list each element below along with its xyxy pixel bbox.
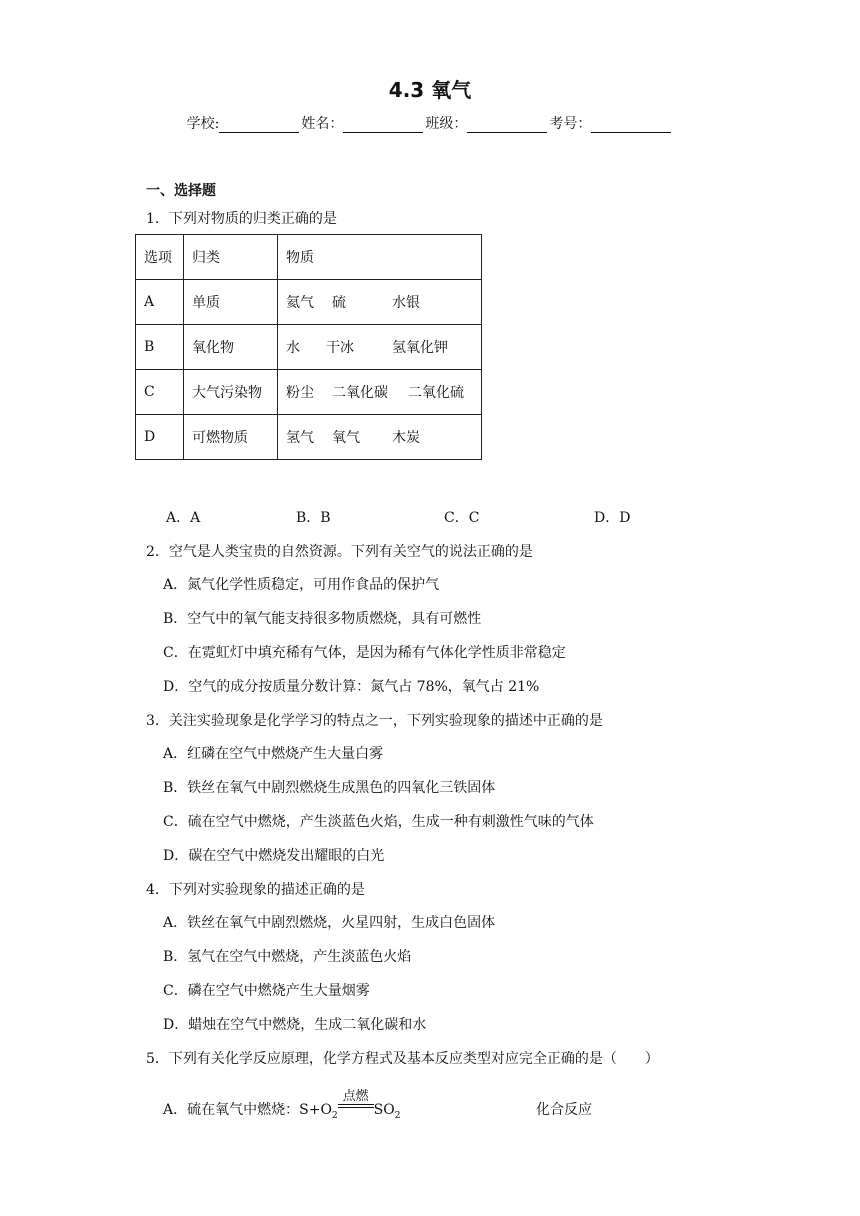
q1-option-c[interactable]: C．C — [444, 510, 480, 526]
substance: 硫 — [332, 295, 346, 311]
table-cell-category: 可燃物质 — [184, 415, 278, 460]
school-label: 学校: — [186, 116, 220, 132]
q5-stem: 5．下列有关化学反应原理，化学方程式及基本反应类型对应完全正确的是（ ） — [146, 1051, 659, 1067]
q5-option-a[interactable] — [163, 1089, 401, 1121]
q3-option-a[interactable]: A．红磷在空气中燃烧产生大量白雾 — [163, 746, 384, 762]
subscript: 2 — [394, 1110, 401, 1121]
q4-option-c[interactable]: C．磷在空气中燃烧产生大量烟雾 — [163, 983, 370, 999]
school-blank[interactable] — [219, 118, 299, 133]
substance: 粉尘 — [286, 385, 314, 401]
substance: 水 — [286, 340, 300, 356]
table-cell-option: C — [136, 370, 184, 415]
q1-option-b[interactable]: B．B — [296, 510, 331, 526]
q3-option-c[interactable]: C．硫在空气中燃烧，产生淡蓝色火焰，生成一种有刺激性气味的气体 — [163, 814, 594, 830]
q5-option-a-reaction-type: 化合反应 — [536, 1102, 592, 1118]
q4-stem: 4．下列对实验现象的描述正确的是 — [146, 882, 365, 898]
q2-stem: 2．空气是人类宝贵的自然资源。下列有关空气的说法正确的是 — [146, 544, 533, 560]
substance: 木炭 — [392, 430, 420, 446]
table-header-cell: 归类 — [184, 235, 278, 280]
table-header-cell: 选项 — [136, 235, 184, 280]
table-header-cell: 物质 — [278, 235, 482, 280]
table-row — [136, 370, 482, 415]
substance: 氢氧化钾 — [392, 340, 448, 356]
substance: 二氧化碳 — [332, 385, 388, 401]
table-cell-substances — [278, 415, 482, 460]
q4-option-b[interactable]: B．氢气在空气中燃烧，产生淡蓝色火焰 — [163, 949, 412, 965]
section-heading: 一、选择题 — [146, 183, 216, 199]
reaction-condition: 点燃 — [342, 1089, 369, 1104]
exam-no-blank[interactable] — [591, 118, 671, 133]
q1-option-d[interactable]: D．D — [594, 510, 631, 526]
table-cell-option: A — [136, 280, 184, 325]
table-cell-option: B — [136, 325, 184, 370]
table-row — [136, 325, 482, 370]
q2-option-d[interactable]: D．空气的成分按质量分数计算：氮气占 78%，氧气占 21% — [163, 679, 540, 695]
q2-option-a[interactable]: A．氮气化学性质稳定，可用作食品的保护气 — [163, 577, 440, 593]
q3-option-b[interactable]: B．铁丝在氧气中剧烈燃烧生成黑色的四氧化三铁固体 — [163, 780, 496, 796]
q3-stem: 3．关注实验现象是化学学习的特点之一，下列实验现象的描述中正确的是 — [146, 713, 603, 729]
exam-no-label: 考号： — [549, 116, 592, 132]
substance: 氦气 — [286, 295, 314, 311]
q4-option-a[interactable]: A．铁丝在氧气中剧烈燃烧，火星四射，生成白色固体 — [163, 915, 496, 931]
q3-option-d[interactable]: D．碳在空气中燃烧发出耀眼的白光 — [163, 848, 385, 864]
page-title: 4.3 氧气 — [388, 78, 472, 102]
q2-option-c[interactable]: C．在霓虹灯中填充稀有气体，是因为稀有气体化学性质非常稳定 — [163, 645, 566, 661]
table-row — [136, 280, 482, 325]
substance: 二氧化硫 — [408, 385, 464, 401]
table-cell-substances — [278, 280, 482, 325]
q1-stem: 1．下列对物质的归类正确的是 — [146, 211, 337, 227]
substance: 干冰 — [326, 340, 354, 356]
table-cell-substances — [278, 325, 482, 370]
q2-option-b[interactable]: B．空气中的氧气能支持很多物质燃烧，具有可燃性 — [163, 611, 482, 627]
reaction-arrow — [338, 1089, 374, 1114]
q4-option-d[interactable]: D．蜡烛在空气中燃烧，生成二氧化碳和水 — [163, 1017, 427, 1033]
q5-option-a-prefix: A．硫在氧气中燃烧： — [163, 1102, 300, 1118]
class-label: 班级： — [425, 116, 468, 132]
q1-table — [135, 234, 482, 460]
substance: 水银 — [392, 295, 420, 311]
table-cell-category: 氧化物 — [184, 325, 278, 370]
class-blank[interactable] — [467, 118, 547, 133]
table-cell-category: 大气污染物 — [184, 370, 278, 415]
student-info-line — [0, 113, 860, 133]
substance: 氢气 — [286, 430, 314, 446]
name-label: 姓名： — [301, 116, 344, 132]
equation-reactants: S+O — [299, 1102, 332, 1118]
subscript: 2 — [331, 1110, 338, 1121]
equation-product: SO — [373, 1102, 395, 1118]
name-blank[interactable] — [343, 118, 423, 133]
table-cell-category: 单质 — [184, 280, 278, 325]
table-header-row — [136, 235, 482, 280]
table-row — [136, 415, 482, 460]
table-cell-substances — [278, 370, 482, 415]
table-cell-option: D — [136, 415, 184, 460]
q1-option-a[interactable]: A．A — [166, 510, 201, 526]
substance: 氧气 — [332, 430, 360, 446]
